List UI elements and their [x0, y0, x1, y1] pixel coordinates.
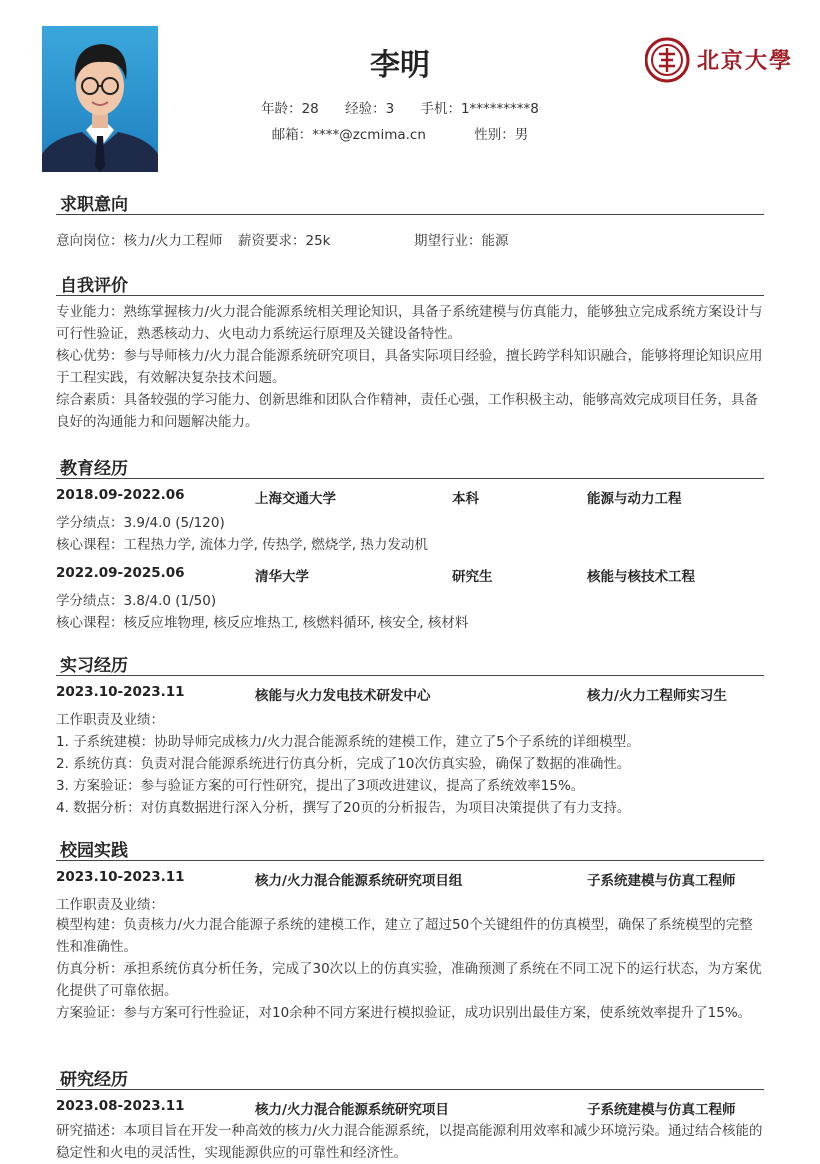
edu-school: 上海交通大学: [255, 491, 336, 507]
internship-line: 2. 系统仿真：负责对混合能源系统进行仿真分析，完成了10次仿真实验，确保了数据的准确性。: [56, 756, 631, 772]
experience-value: 3: [385, 101, 395, 117]
campus-simulation: 仿真分析：承担系统仿真分析任务，完成了30次以上的仿真实验，准确预测了系统在不同工况下的运行状态，为方案优化提供了可靠依据。: [56, 961, 762, 999]
gender-value: 男: [514, 127, 529, 143]
research-role: 子系统建模与仿真工程师: [587, 1102, 736, 1118]
section-divider: [56, 214, 764, 215]
section-title-intent: 求职意向: [60, 195, 128, 215]
campus-date: 2023.10-2023.11: [56, 869, 185, 885]
gender-label: 性别：: [474, 127, 515, 143]
phone-value: 1*********8: [460, 101, 539, 117]
campus-org: 核力/火力混合能源系统研究项目组: [255, 873, 463, 889]
campus-model: 模型构建：负责核力/火力混合能源子系统的建模工作，建立了超过50个关键组件的仿真模型，确保了系统模型的完整性和准确性。: [56, 917, 753, 955]
email-value: ****@zcmima.cn: [312, 127, 426, 143]
phone-label: 手机：: [420, 101, 461, 117]
section-divider: [56, 295, 764, 296]
info-row-2: [0, 123, 800, 143]
experience-label: 经验：: [345, 101, 386, 117]
campus-role: 子系统建模与仿真工程师: [587, 873, 736, 889]
internship-line: 4. 数据分析：对仿真数据进行深入分析，撰写了20页的分析报告，为项目决策提供了有力支持。: [56, 800, 631, 816]
info-row-1: [0, 97, 800, 117]
internship-duties-label: 工作职责及业绩：: [56, 712, 164, 728]
edu-date: 2018.09-2022.06: [56, 487, 185, 503]
internship-org: 核能与火力发电技术研发中心: [255, 688, 431, 704]
intent-position: 意向岗位：核力/火力工程师: [56, 233, 223, 249]
section-divider: [56, 478, 764, 479]
section-title-research: 研究经历: [60, 1070, 128, 1090]
edu-major: 核能与核技术工程: [587, 569, 695, 585]
section-title-self: 自我评价: [60, 276, 128, 296]
candidate-name: 李明: [370, 48, 430, 83]
university-logo: [645, 36, 795, 84]
internship-role: 核力/火力工程师实习生: [587, 688, 727, 704]
intent-industry: 期望行业：能源: [414, 233, 509, 249]
self-eval-core: 核心优势：参与导师核力/火力混合能源系统研究项目，具备实际项目经验，擅长跨学科知识融合，能够将理论知识应用于工程实践，有效解决复杂技术问题。: [56, 348, 763, 386]
internship-date: 2023.10-2023.11: [56, 684, 185, 700]
section-divider: [56, 675, 764, 676]
internship-line: 1. 子系统建模：协助导师完成核力/火力混合能源系统的建模工作，建立了5个子系统的详细模型。: [56, 734, 640, 750]
logo-text: 北京大學: [697, 48, 794, 74]
research-project: 核力/火力混合能源系统研究项目: [255, 1102, 449, 1118]
campus-verification: 方案验证：参与方案可行性验证，对10余种不同方案进行模拟验证，成功识别出最佳方案，使系统效率提升了15%。: [56, 1005, 752, 1021]
edu-courses: 核心课程：核反应堆物理, 核反应堆热工, 核燃料循环, 核安全, 核材料: [56, 615, 469, 631]
edu-major: 能源与动力工程: [587, 491, 682, 507]
edu-courses: 核心课程：工程热力学, 流体力学, 传热学, 燃烧学, 热力发动机: [56, 537, 428, 553]
self-eval-pro: 专业能力：熟练掌握核力/火力混合能源系统相关理论知识，具备子系统建模与仿真能力，能够独立完成系统方案设计与可行性验证，熟悉核动力、火电动力系统运行原理及关键设备特性。: [56, 304, 763, 342]
edu-date: 2022.09-2025.06: [56, 565, 185, 581]
research-date: 2023.08-2023.11: [56, 1098, 185, 1114]
self-eval-overall: 综合素质：具备较强的学习能力、创新思维和团队合作精神，责任心强，工作积极主动，能够高效完成项目任务，具备良好的沟通能力和问题解决能力。: [56, 392, 758, 430]
research-description: 研究描述：本项目旨在开发一种高效的核力/火力混合能源系统，以提高能源利用效率和减少环境污染。通过结合核能的稳定性和火电的灵活性，实现能源供应的可靠性和经济性。: [56, 1123, 763, 1161]
edu-gpa: 学分绩点：3.8/4.0 (1/50): [56, 593, 217, 609]
edu-degree: 本科: [452, 491, 479, 507]
section-divider: [56, 1089, 764, 1090]
section-title-internship: 实习经历: [60, 656, 128, 676]
campus-duties-label: 工作职责及业绩：: [56, 897, 164, 913]
age-value: 28: [301, 101, 319, 117]
age-label: 年龄：: [261, 101, 302, 117]
edu-school: 清华大学: [255, 569, 309, 585]
section-title-education: 教育经历: [60, 459, 128, 479]
internship-line: 3. 方案验证：参与验证方案的可行性研究，提出了3项改进建议，提高了系统效率15%。: [56, 778, 585, 794]
email-label: 邮箱：: [271, 127, 313, 143]
intent-salary: 薪资要求：25k: [238, 233, 331, 249]
section-title-campus: 校园实践: [60, 841, 128, 861]
edu-degree: 研究生: [452, 569, 493, 585]
section-divider: [56, 860, 764, 861]
edu-gpa: 学分绩点：3.9/4.0 (5/120): [56, 515, 225, 531]
